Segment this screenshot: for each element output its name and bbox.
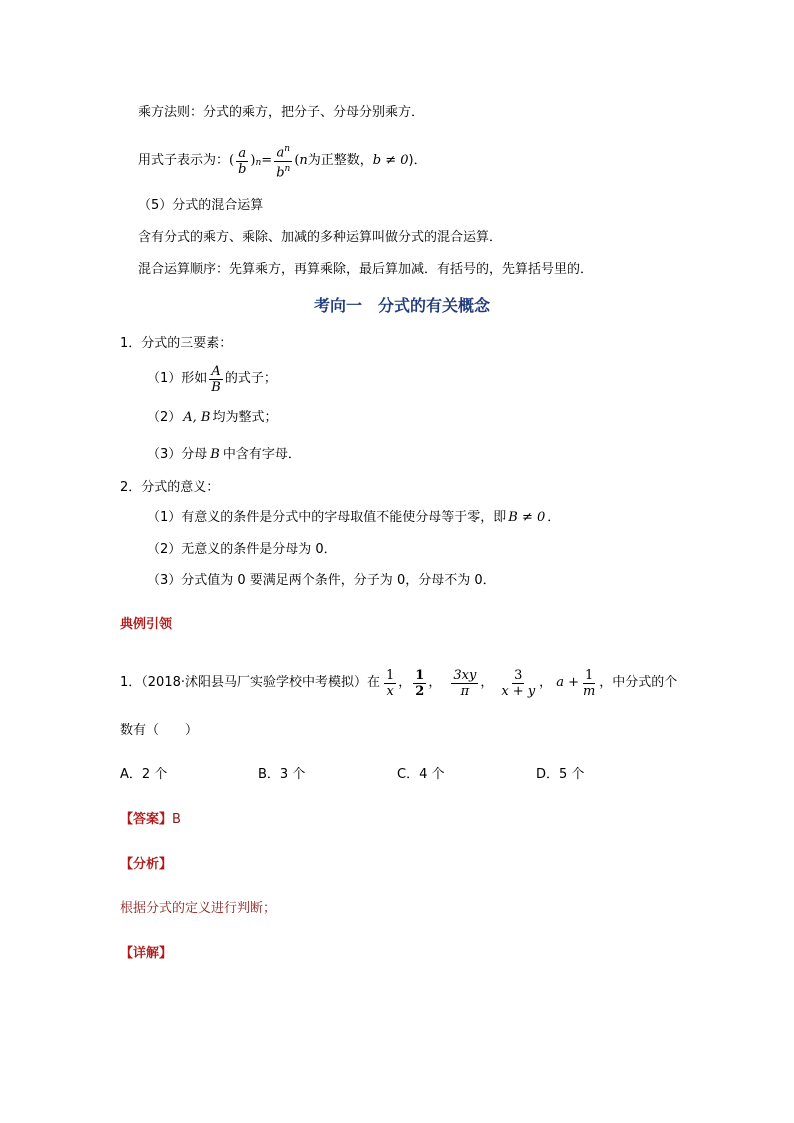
denominator-base: b (276, 164, 285, 180)
concept-1-a-prefix: （1）形如 (147, 371, 208, 386)
fraction-numerator: 3 (514, 667, 523, 683)
example-heading: 典例引领 (120, 617, 173, 632)
option-c: C．4 个 (397, 767, 445, 782)
mixed-ops-title: （5）分式的混合运算 (138, 198, 264, 213)
question-line-2: 数有（ ） (120, 723, 199, 738)
fraction-numerator (274, 142, 292, 161)
option-d: D．5 个 (536, 767, 585, 782)
answer-label: 【答案】 (120, 812, 173, 827)
separator: ， (428, 675, 442, 690)
fraction-1-over-m (581, 668, 597, 699)
fraction-denominator: B (211, 379, 221, 395)
condition-text: 为正整数， (307, 153, 373, 168)
concept-2-c: （3）分式值为 0 要满足两个条件，分子为 0，分母不为 0． (147, 573, 496, 588)
separator: ， (539, 675, 553, 690)
fraction-denominator (274, 162, 292, 180)
fraction-a-over-b (236, 146, 248, 177)
question-prefix: 1．（2018·沭阳县马厂实验学校中考模拟）在 (120, 675, 380, 690)
mixed-ops-definition: 含有分式的乘方、乘除、加减的多种运算叫做分式的混合运算． (138, 230, 503, 245)
fraction-numerator: 3xy (453, 667, 477, 683)
numerator-base: a (276, 145, 285, 161)
fraction-denominator: b (238, 161, 247, 177)
concept-1-c (147, 447, 301, 463)
concept-2-a-math: B ≠ 0 (508, 510, 546, 525)
formula-close-paren: ) (250, 153, 256, 168)
concept-2-a-prefix: （1）有意义的条件是分式中的字母取值不能使分母等于零，即 (147, 510, 507, 525)
condition-n: n (299, 153, 308, 168)
condition-b-nonzero: b ≠ 0 (372, 153, 409, 168)
fraction-denominator: π (460, 683, 470, 699)
analysis-text: 根据分式的定义进行判断； (120, 901, 277, 916)
concept-2-a-suffix: ． (547, 510, 561, 525)
separator: ， (398, 675, 412, 690)
answer-line (120, 812, 181, 828)
concept-1-a (147, 360, 277, 398)
formula-open-paren: ( (229, 153, 235, 168)
concept-1-title: 1．分式的三要素： (120, 336, 233, 351)
fraction-numerator: A (211, 363, 221, 379)
power-rule-text: 乘方法则：分式的乘方，把分子、分母分别乘方． (138, 105, 425, 120)
mixed-ops-order: 混合运算顺序：先算乘方，再算乘除，最后算加减．有括号的，先算括号里的． (138, 262, 594, 277)
separator: ， (480, 675, 494, 690)
power-formula (138, 142, 427, 180)
fraction-an-over-bn (274, 142, 292, 180)
fraction-1-over-2 (413, 668, 426, 699)
concept-2-b: （2）无意义的条件是分母为 0． (147, 542, 337, 557)
question-1 (120, 660, 677, 706)
fraction-3xy-over-pi (451, 668, 478, 699)
condition-close: )． (408, 153, 427, 168)
fraction-denominator: 2 (415, 683, 425, 699)
fraction-denominator: x + y (501, 683, 536, 699)
fraction-denominator: m (582, 683, 596, 699)
denominator-exponent: n (284, 163, 291, 174)
formula-prefix: 用式子表示为： (138, 153, 230, 168)
formula-exponent: n (255, 158, 262, 168)
fraction-numerator: 1 (415, 667, 425, 683)
concept-1-b-prefix: （2） (147, 410, 182, 425)
condition-open-paren: ( (294, 153, 300, 168)
fraction-numerator: 1 (584, 667, 594, 683)
answer-value: B (172, 812, 181, 827)
concept-1-b-suffix: 均为整式； (212, 410, 278, 425)
question-suffix: ，中分式的个 (599, 675, 678, 690)
concept-1-c-math: B (210, 447, 220, 462)
option-b: B．3 个 (258, 767, 306, 782)
fraction-numerator: a (238, 145, 247, 161)
option-a: A．2 个 (120, 767, 168, 782)
fraction-3-over-x-plus-y (499, 668, 537, 699)
formula-equals: = (261, 153, 273, 168)
concept-1-b (147, 410, 278, 426)
fraction-1-over-x (384, 668, 396, 699)
expression-a-plus: a + (556, 675, 579, 690)
concept-1-b-math: A, B (183, 410, 211, 425)
analysis-label: 【分析】 (120, 857, 173, 872)
section-title: 考向一 分式的有关概念 (314, 296, 491, 315)
concept-1-a-suffix: 的式子； (224, 371, 277, 386)
numerator-exponent: n (284, 144, 291, 155)
concept-2-a (147, 510, 560, 526)
concept-1-c-prefix: （3）分母 (147, 447, 208, 462)
detail-label: 【详解】 (120, 946, 173, 961)
fraction-numerator: 1 (386, 667, 395, 683)
fraction-denominator: x (386, 683, 394, 699)
concept-2-title: 2．分式的意义： (120, 480, 220, 495)
fraction-A-over-B (209, 364, 223, 395)
concept-1-c-suffix: 中含有字母． (222, 447, 301, 462)
